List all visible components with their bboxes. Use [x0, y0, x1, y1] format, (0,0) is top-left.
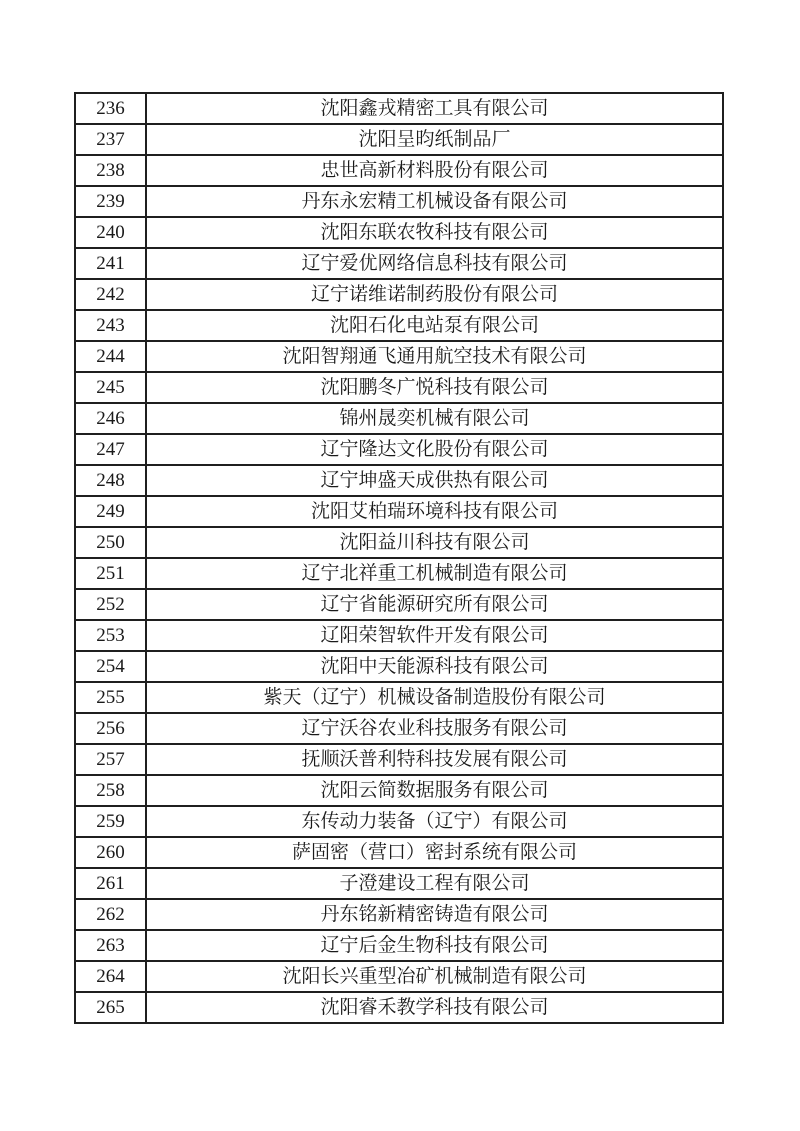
company-name-cell: 辽宁爱优网络信息科技有限公司: [146, 248, 723, 279]
row-number-cell: 243: [75, 310, 146, 341]
table-row: [75, 279, 723, 310]
row-number-cell: 242: [75, 279, 146, 310]
table-row: [75, 682, 723, 713]
row-number-cell: 245: [75, 372, 146, 403]
row-number-cell: 261: [75, 868, 146, 899]
table-row: [75, 620, 723, 651]
row-number-cell: 265: [75, 992, 146, 1023]
row-number-cell: 263: [75, 930, 146, 961]
company-name-cell: 辽宁北祥重工机械制造有限公司: [146, 558, 723, 589]
company-name-cell: 子澄建设工程有限公司: [146, 868, 723, 899]
table-row: [75, 155, 723, 186]
company-name-cell: 锦州晟奕机械有限公司: [146, 403, 723, 434]
company-name-cell: 沈阳长兴重型冶矿机械制造有限公司: [146, 961, 723, 992]
row-number-cell: 258: [75, 775, 146, 806]
table-row: [75, 744, 723, 775]
company-name-cell: 沈阳东联农牧科技有限公司: [146, 217, 723, 248]
row-number-cell: 236: [75, 93, 146, 124]
table-row: [75, 961, 723, 992]
company-name-cell: 辽宁省能源研究所有限公司: [146, 589, 723, 620]
row-number-cell: 255: [75, 682, 146, 713]
table-row: [75, 775, 723, 806]
table-row: [75, 310, 723, 341]
table-row: [75, 589, 723, 620]
company-name-cell: 辽宁隆达文化股份有限公司: [146, 434, 723, 465]
table-row: [75, 434, 723, 465]
table-row: [75, 465, 723, 496]
company-name-cell: 沈阳智翔通飞通用航空技术有限公司: [146, 341, 723, 372]
company-name-cell: 辽宁沃谷农业科技服务有限公司: [146, 713, 723, 744]
company-name-cell: 忠世高新材料股份有限公司: [146, 155, 723, 186]
company-name-cell: 沈阳艾柏瑞环境科技有限公司: [146, 496, 723, 527]
table-row: [75, 651, 723, 682]
table-row: [75, 496, 723, 527]
company-name-cell: 沈阳睿禾教学科技有限公司: [146, 992, 723, 1023]
row-number-cell: 244: [75, 341, 146, 372]
company-name-cell: 沈阳云简数据服务有限公司: [146, 775, 723, 806]
table-row: [75, 186, 723, 217]
table-row: [75, 124, 723, 155]
table-row: [75, 372, 723, 403]
row-number-cell: 238: [75, 155, 146, 186]
row-number-cell: 256: [75, 713, 146, 744]
row-number-cell: 250: [75, 527, 146, 558]
company-name-cell: 沈阳鹏冬广悦科技有限公司: [146, 372, 723, 403]
company-name-cell: 萨固密（营口）密封系统有限公司: [146, 837, 723, 868]
table-row: [75, 713, 723, 744]
table-row: [75, 806, 723, 837]
row-number-cell: 252: [75, 589, 146, 620]
company-name-cell: 辽阳荣智软件开发有限公司: [146, 620, 723, 651]
table-row: [75, 93, 723, 124]
row-number-cell: 254: [75, 651, 146, 682]
table-row: [75, 992, 723, 1023]
company-name-cell: 东传动力装备（辽宁）有限公司: [146, 806, 723, 837]
row-number-cell: 253: [75, 620, 146, 651]
row-number-cell: 241: [75, 248, 146, 279]
table-row: [75, 558, 723, 589]
company-name-cell: 沈阳中天能源科技有限公司: [146, 651, 723, 682]
company-name-cell: 抚顺沃普利特科技发展有限公司: [146, 744, 723, 775]
row-number-cell: 249: [75, 496, 146, 527]
row-number-cell: 247: [75, 434, 146, 465]
row-number-cell: 239: [75, 186, 146, 217]
table-row: [75, 217, 723, 248]
company-name-cell: 沈阳石化电站泵有限公司: [146, 310, 723, 341]
company-name-cell: 辽宁坤盛天成供热有限公司: [146, 465, 723, 496]
company-name-cell: 紫天（辽宁）机械设备制造股份有限公司: [146, 682, 723, 713]
table-row: [75, 930, 723, 961]
row-number-cell: 237: [75, 124, 146, 155]
row-number-cell: 264: [75, 961, 146, 992]
company-name-cell: 辽宁诺维诺制药股份有限公司: [146, 279, 723, 310]
row-number-cell: 257: [75, 744, 146, 775]
company-name-cell: 沈阳益川科技有限公司: [146, 527, 723, 558]
table-row: [75, 341, 723, 372]
row-number-cell: 251: [75, 558, 146, 589]
company-list-table: [74, 92, 724, 1024]
table-row: [75, 868, 723, 899]
row-number-cell: 260: [75, 837, 146, 868]
company-name-cell: 丹东永宏精工机械设备有限公司: [146, 186, 723, 217]
company-table-body: [75, 93, 723, 1023]
table-row: [75, 403, 723, 434]
company-name-cell: 辽宁后金生物科技有限公司: [146, 930, 723, 961]
row-number-cell: 240: [75, 217, 146, 248]
row-number-cell: 248: [75, 465, 146, 496]
row-number-cell: 246: [75, 403, 146, 434]
table-row: [75, 248, 723, 279]
table-row: [75, 899, 723, 930]
company-name-cell: 沈阳呈昀纸制品厂: [146, 124, 723, 155]
company-name-cell: 丹东铭新精密铸造有限公司: [146, 899, 723, 930]
row-number-cell: 262: [75, 899, 146, 930]
row-number-cell: 259: [75, 806, 146, 837]
table-row: [75, 837, 723, 868]
table-row: [75, 527, 723, 558]
company-name-cell: 沈阳鑫戎精密工具有限公司: [146, 93, 723, 124]
